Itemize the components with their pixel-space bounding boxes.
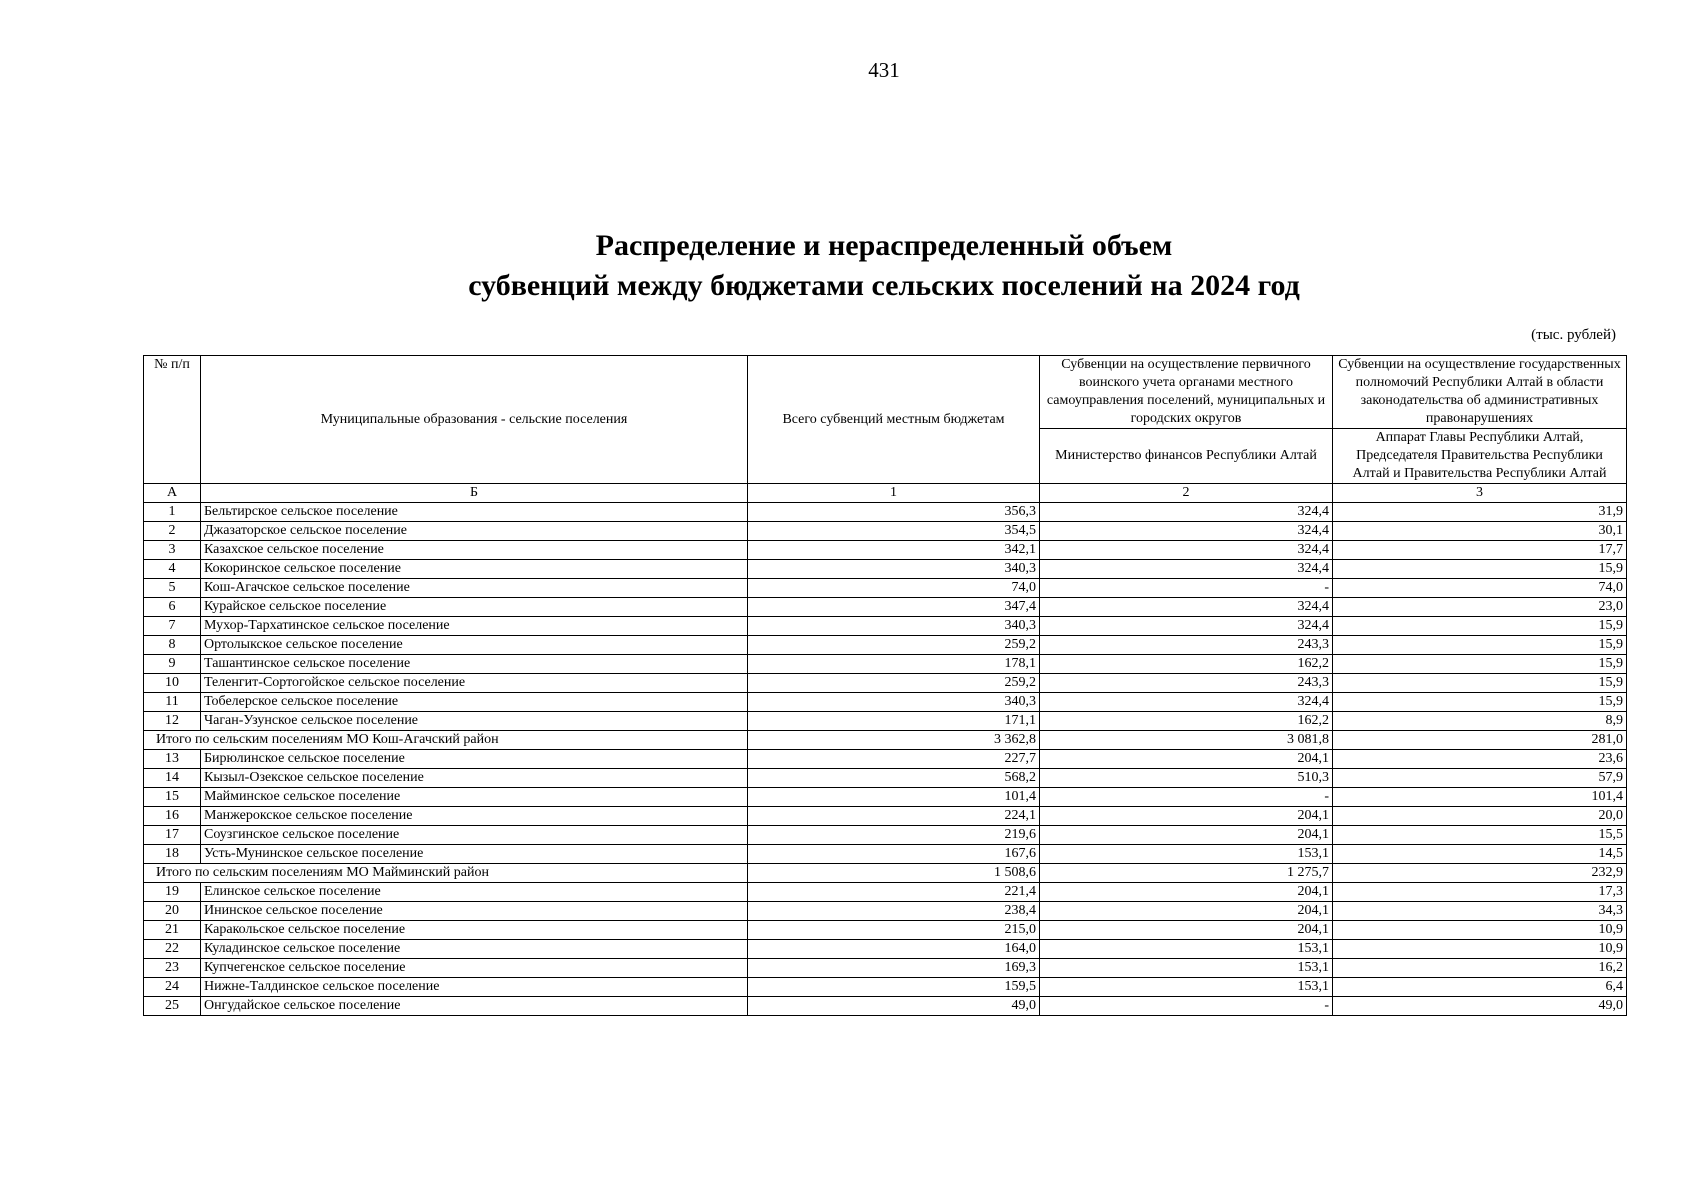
table-row: [144, 921, 1627, 940]
subtotal-row: [144, 864, 1627, 883]
table-row: [144, 636, 1627, 655]
administrative-offenses-value: 15,9: [1333, 693, 1627, 712]
table-row: [144, 940, 1627, 959]
header-ministry-finance: Министерство финансов Республики Алтай: [1040, 429, 1333, 484]
total-value: 3 362,8: [748, 731, 1040, 750]
table-row: [144, 560, 1627, 579]
table-row: [144, 788, 1627, 807]
page-number: 431: [868, 58, 900, 82]
column-letter: Б: [201, 484, 748, 503]
column-letter: 3: [1333, 484, 1627, 503]
military-registration-value: 204,1: [1040, 750, 1333, 769]
title-line-1: Распределение и нераспределенный объем: [595, 229, 1173, 262]
row-number: 19: [144, 883, 201, 902]
settlement-name: Каракольское сельское поселение: [201, 921, 748, 940]
settlement-name: Чаган-Узунское сельское поселение: [201, 712, 748, 731]
military-registration-value: 162,2: [1040, 712, 1333, 731]
units-label: (тыс. рублей): [1531, 327, 1616, 343]
total-value: 74,0: [748, 579, 1040, 598]
settlement-name: Нижне-Талдинское сельское поселение: [201, 978, 748, 997]
settlement-name: Ининское сельское поселение: [201, 902, 748, 921]
military-registration-value: 153,1: [1040, 959, 1333, 978]
header-number: № п/п: [144, 356, 201, 484]
administrative-offenses-value: 15,9: [1333, 560, 1627, 579]
administrative-offenses-value: 20,0: [1333, 807, 1627, 826]
administrative-offenses-value: 10,9: [1333, 940, 1627, 959]
total-value: 356,3: [748, 503, 1040, 522]
table-row: [144, 541, 1627, 560]
row-number: 23: [144, 959, 201, 978]
total-value: 354,5: [748, 522, 1040, 541]
table-row: [144, 503, 1627, 522]
total-value: 568,2: [748, 769, 1040, 788]
row-number: 3: [144, 541, 201, 560]
military-registration-value: 204,1: [1040, 807, 1333, 826]
table-body: [144, 484, 1627, 1016]
administrative-offenses-value: 16,2: [1333, 959, 1627, 978]
row-number: 17: [144, 826, 201, 845]
military-registration-value: 324,4: [1040, 598, 1333, 617]
column-letters-row: [144, 484, 1627, 503]
total-value: 227,7: [748, 750, 1040, 769]
settlement-name: Кызыл-Озекское сельское поселение: [201, 769, 748, 788]
table-row: [144, 579, 1627, 598]
administrative-offenses-value: 30,1: [1333, 522, 1627, 541]
military-registration-value: 243,3: [1040, 636, 1333, 655]
military-registration-value: 204,1: [1040, 902, 1333, 921]
military-registration-value: 510,3: [1040, 769, 1333, 788]
total-value: 219,6: [748, 826, 1040, 845]
column-letter: 1: [748, 484, 1040, 503]
subtotal-row: [144, 731, 1627, 750]
military-registration-value: -: [1040, 788, 1333, 807]
total-value: 178,1: [748, 655, 1040, 674]
settlement-name: Соузгинское сельское поселение: [201, 826, 748, 845]
header-total-subventions: Всего субвенций местным бюджетам: [748, 356, 1040, 484]
administrative-offenses-value: 23,6: [1333, 750, 1627, 769]
total-value: 347,4: [748, 598, 1040, 617]
total-value: 159,5: [748, 978, 1040, 997]
administrative-offenses-value: 15,9: [1333, 636, 1627, 655]
total-value: 164,0: [748, 940, 1040, 959]
row-number: 21: [144, 921, 201, 940]
table-row: [144, 522, 1627, 541]
table-row: [144, 769, 1627, 788]
settlement-name: Елинское сельское поселение: [201, 883, 748, 902]
subtotal-label: Итого по сельским поселениям МО Кош-Агачский район: [144, 731, 748, 750]
table-row: [144, 674, 1627, 693]
military-registration-value: 324,4: [1040, 503, 1333, 522]
military-registration-value: 1 275,7: [1040, 864, 1333, 883]
settlement-name: Бельтирское сельское поселение: [201, 503, 748, 522]
administrative-offenses-value: 74,0: [1333, 579, 1627, 598]
row-number: 14: [144, 769, 201, 788]
table-row: [144, 693, 1627, 712]
total-value: 259,2: [748, 636, 1040, 655]
administrative-offenses-value: 34,3: [1333, 902, 1627, 921]
table-row: [144, 883, 1627, 902]
table-row: [144, 959, 1627, 978]
settlement-name: Теленгит-Сортогойское сельское поселение: [201, 674, 748, 693]
administrative-offenses-value: 31,9: [1333, 503, 1627, 522]
row-number: 13: [144, 750, 201, 769]
military-registration-value: 204,1: [1040, 883, 1333, 902]
table-row: [144, 712, 1627, 731]
table-row: [144, 617, 1627, 636]
settlement-name: Ортолыкское сельское поселение: [201, 636, 748, 655]
row-number: 25: [144, 997, 201, 1016]
settlement-name: Кокоринское сельское поселение: [201, 560, 748, 579]
military-registration-value: 324,4: [1040, 541, 1333, 560]
total-value: 340,3: [748, 693, 1040, 712]
administrative-offenses-value: 15,9: [1333, 655, 1627, 674]
administrative-offenses-value: 15,9: [1333, 617, 1627, 636]
header-administrative-offenses: Субвенции на осуществление государственных полномочий Республики Алтай в области законодательства об административных правонарушениях: [1333, 356, 1627, 429]
table-row: [144, 807, 1627, 826]
column-letter: 2: [1040, 484, 1333, 503]
row-number: 1: [144, 503, 201, 522]
total-value: 215,0: [748, 921, 1040, 940]
military-registration-value: 204,1: [1040, 826, 1333, 845]
settlement-name: Купчегенское сельское поселение: [201, 959, 748, 978]
table-row: [144, 826, 1627, 845]
total-value: 167,6: [748, 845, 1040, 864]
military-registration-value: 324,4: [1040, 617, 1333, 636]
settlement-name: Майминское сельское поселение: [201, 788, 748, 807]
header-military-registration: Субвенции на осуществление первичного воинского учета органами местного самоуправления поселений, муниципальных и городских округов: [1040, 356, 1333, 429]
settlement-name: Ташантинское сельское поселение: [201, 655, 748, 674]
table-row: [144, 902, 1627, 921]
military-registration-value: 324,4: [1040, 693, 1333, 712]
table-row: [144, 978, 1627, 997]
table-row: [144, 997, 1627, 1016]
administrative-offenses-value: 6,4: [1333, 978, 1627, 997]
total-value: 342,1: [748, 541, 1040, 560]
row-number: 5: [144, 579, 201, 598]
administrative-offenses-value: 17,3: [1333, 883, 1627, 902]
settlement-name: Усть-Мунинское сельское поселение: [201, 845, 748, 864]
settlement-name: Джазаторское сельское поселение: [201, 522, 748, 541]
total-value: 169,3: [748, 959, 1040, 978]
military-registration-value: 324,4: [1040, 560, 1333, 579]
military-registration-value: 153,1: [1040, 845, 1333, 864]
settlement-name: Курайское сельское поселение: [201, 598, 748, 617]
row-number: 20: [144, 902, 201, 921]
military-registration-value: 153,1: [1040, 940, 1333, 959]
military-registration-value: 243,3: [1040, 674, 1333, 693]
administrative-offenses-value: 281,0: [1333, 731, 1627, 750]
total-value: 238,4: [748, 902, 1040, 921]
row-number: 11: [144, 693, 201, 712]
settlement-name: Манжерокское сельское поселение: [201, 807, 748, 826]
row-number: 15: [144, 788, 201, 807]
military-registration-value: 162,2: [1040, 655, 1333, 674]
administrative-offenses-value: 23,0: [1333, 598, 1627, 617]
settlement-name: Мухор-Тархатинское сельское поселение: [201, 617, 748, 636]
table-row: [144, 750, 1627, 769]
administrative-offenses-value: 8,9: [1333, 712, 1627, 731]
administrative-offenses-value: 101,4: [1333, 788, 1627, 807]
military-registration-value: 3 081,8: [1040, 731, 1333, 750]
header-head-apparatus: Аппарат Главы Республики Алтай, Председателя Правительства Республики Алтай и Правительства Республики Алтай: [1333, 429, 1627, 484]
total-value: 1 508,6: [748, 864, 1040, 883]
table-row: [144, 598, 1627, 617]
header-municipality: Муниципальные образования - сельские поселения: [201, 356, 748, 484]
administrative-offenses-value: 15,9: [1333, 674, 1627, 693]
settlement-name: Кош-Агачское сельское поселение: [201, 579, 748, 598]
administrative-offenses-value: 17,7: [1333, 541, 1627, 560]
administrative-offenses-value: 15,5: [1333, 826, 1627, 845]
settlement-name: Тобелерское сельское поселение: [201, 693, 748, 712]
administrative-offenses-value: 232,9: [1333, 864, 1627, 883]
row-number: 2: [144, 522, 201, 541]
total-value: 340,3: [748, 560, 1040, 579]
row-number: 9: [144, 655, 201, 674]
military-registration-value: 204,1: [1040, 921, 1333, 940]
subtotal-label: Итого по сельским поселениям МО Майминский район: [144, 864, 748, 883]
total-value: 171,1: [748, 712, 1040, 731]
administrative-offenses-value: 14,5: [1333, 845, 1627, 864]
title-line-2: субвенций между бюджетами сельских поселений на 2024 год: [468, 269, 1300, 302]
military-registration-value: 153,1: [1040, 978, 1333, 997]
row-number: 18: [144, 845, 201, 864]
column-letter: А: [144, 484, 201, 503]
settlement-name: Казахское сельское поселение: [201, 541, 748, 560]
military-registration-value: -: [1040, 997, 1333, 1016]
row-number: 8: [144, 636, 201, 655]
subventions-table: [143, 355, 1627, 1016]
total-value: 224,1: [748, 807, 1040, 826]
total-value: 340,3: [748, 617, 1040, 636]
military-registration-value: 324,4: [1040, 522, 1333, 541]
total-value: 259,2: [748, 674, 1040, 693]
administrative-offenses-value: 57,9: [1333, 769, 1627, 788]
row-number: 4: [144, 560, 201, 579]
settlement-name: Куладинское сельское поселение: [201, 940, 748, 959]
administrative-offenses-value: 49,0: [1333, 997, 1627, 1016]
row-number: 10: [144, 674, 201, 693]
row-number: 6: [144, 598, 201, 617]
table-row: [144, 845, 1627, 864]
row-number: 16: [144, 807, 201, 826]
administrative-offenses-value: 10,9: [1333, 921, 1627, 940]
total-value: 101,4: [748, 788, 1040, 807]
military-registration-value: -: [1040, 579, 1333, 598]
row-number: 12: [144, 712, 201, 731]
total-value: 49,0: [748, 997, 1040, 1016]
document-title: [0, 226, 1698, 306]
settlement-name: Бирюлинское сельское поселение: [201, 750, 748, 769]
row-number: 7: [144, 617, 201, 636]
row-number: 22: [144, 940, 201, 959]
row-number: 24: [144, 978, 201, 997]
settlement-name: Онгудайское сельское поселение: [201, 997, 748, 1016]
total-value: 221,4: [748, 883, 1040, 902]
table-row: [144, 655, 1627, 674]
